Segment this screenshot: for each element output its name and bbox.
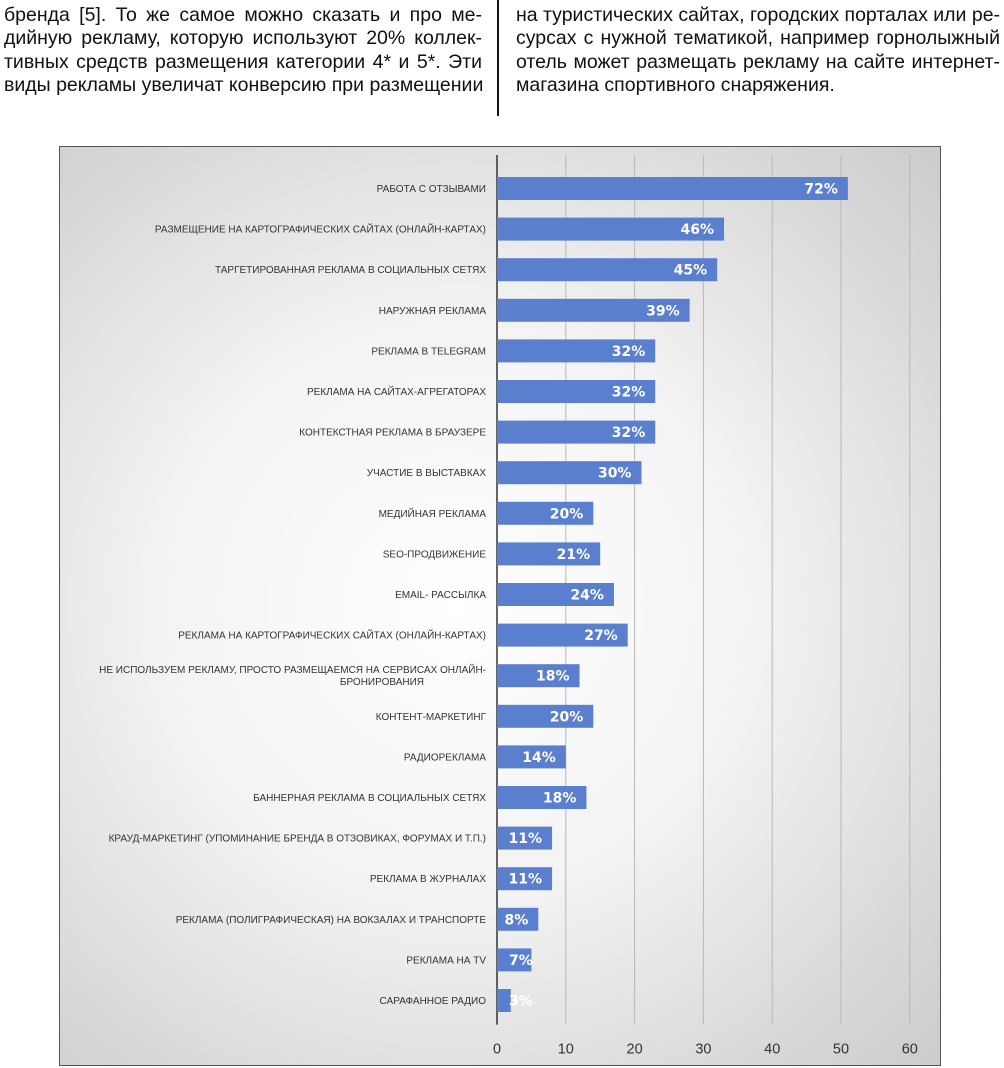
bar-chart [60,147,940,1065]
x-tick-label: 50 [832,1041,850,1058]
category-label: РЕКЛАМА НА САЙТАХ-АГРЕГАТОРАХ [307,387,486,398]
data-label: 24% [570,587,604,604]
category-label: РАЗМЕЩЕНИЕ НА КАРТОГРАФИЧЕСКИХ САЙТАХ (ОНЛАЙН-КАРТАХ) [154,224,486,236]
column-divider [497,0,499,116]
category-label: РЕКЛАМА НА TV [406,955,486,967]
category-label: БАННЕРНАЯ РЕКЛАМА В СОЦИАЛЬНЫХ СЕТЯХ [253,793,486,804]
data-label: 20% [549,709,584,726]
data-label: 18% [542,790,577,807]
category-label: КРАУД-МАРКЕТИНГ (УПОМИНАНИЕ БРЕНДА В ОТЗОВИКАХ, ФОРУМАХ И Т.П.) [108,833,486,845]
data-label: 30% [597,465,632,482]
text-line: магазина спортивного снаряжения. [516,74,835,97]
data-label: 39% [646,303,680,320]
category-label: РЕКЛАМА В TELEGRAM [371,346,486,358]
category-label: КОНТЕКСТНАЯ РЕКЛАМА В БРАУЗЕРЕ [299,427,486,439]
text-line: отель может размещать рекламу на сайте интернет- [516,50,1000,73]
text-line: сурсах с нужной тематикой, например горнолыжный [516,27,1000,50]
x-tick-label: 0 [492,1041,502,1058]
data-label: 46% [680,222,715,239]
category-label: ТАРГЕТИРОВАННАЯ РЕКЛАМА В СОЦИАЛЬНЫХ СЕТЯХ [214,265,486,277]
category-label: НЕ ИСПОЛЬЗУЕМ РЕКЛАМУ, ПРОСТО РАЗМЕЩАЕМСЯ НА СЕРВИСАХ ОНЛАЙН-БРОНИРОВАНИЯ [99,665,486,689]
category-label: РЕКЛАМА НА КАРТОГРАФИЧЕСКИХ САЙТАХ (ОНЛАЙН-КАРТАХ) [178,630,486,642]
data-label: 18% [536,668,570,685]
category-label: РЕКЛАМА (ПОЛИГРАФИЧЕСКАЯ) НА ВОКЗАЛАХ И ТРАНСПОРТЕ [175,914,486,926]
data-label: 8% [504,912,529,929]
category-label: РАБОТА С ОТЗЫВАМИ [376,184,486,195]
data-label: 45% [673,262,708,279]
data-label: 14% [522,749,556,766]
category-label: SEO-ПРОДВИЖЕНИЕ [382,549,486,561]
data-label: 20% [549,506,584,523]
x-tick-label: 20 [626,1041,643,1058]
category-label: САРАФАННОЕ РАДИО [379,996,486,1007]
text-line: бренда [5]. То же самое можно сказать и про ме- [4,4,482,26]
category-label: РЕКЛАМА В ЖУРНАЛАХ [369,874,486,886]
data-label: 27% [584,628,618,645]
text-line: на туристических сайтах, городских порталах или ре- [516,4,1001,26]
category-label: КОНТЕНТ-МАРКЕТИНГ [375,711,486,723]
data-label: 32% [611,384,646,401]
data-label: 11% [508,831,543,848]
data-label: 21% [556,546,591,563]
data-label: 32% [611,425,646,442]
text-line: дийную рекламу, которую используют 20% коллек- [4,27,482,50]
x-tick-label: 10 [557,1041,574,1058]
category-label: РАДИОРЕКЛАМА [403,752,486,764]
chart-frame [59,146,941,1066]
right-text-column [516,4,1000,98]
text-line: виды рекламы увеличат конверсию при размещении [4,74,484,97]
category-label: НАРУЖНАЯ РЕКЛАМА [378,305,486,317]
category-label: УЧАСТИЕ В ВЫСТАВКАХ [366,468,486,480]
x-tick-label: 30 [695,1041,712,1058]
data-label: 3% [509,993,533,1010]
category-label: EMAIL- РАССЫЛКА [395,590,486,601]
x-tick-label: 60 [901,1041,918,1058]
data-label: 7% [509,952,533,969]
data-label: 32% [611,343,646,360]
category-label: МЕДИЙНАЯ РЕКЛАМА [378,508,486,520]
data-label: 72% [804,181,838,198]
left-text-column [4,4,482,98]
bar [497,177,848,200]
x-tick-label: 40 [764,1041,781,1058]
text-line: тивных средств размещения категории 4* и 5*. Эти [4,50,482,73]
data-label: 11% [508,871,543,888]
